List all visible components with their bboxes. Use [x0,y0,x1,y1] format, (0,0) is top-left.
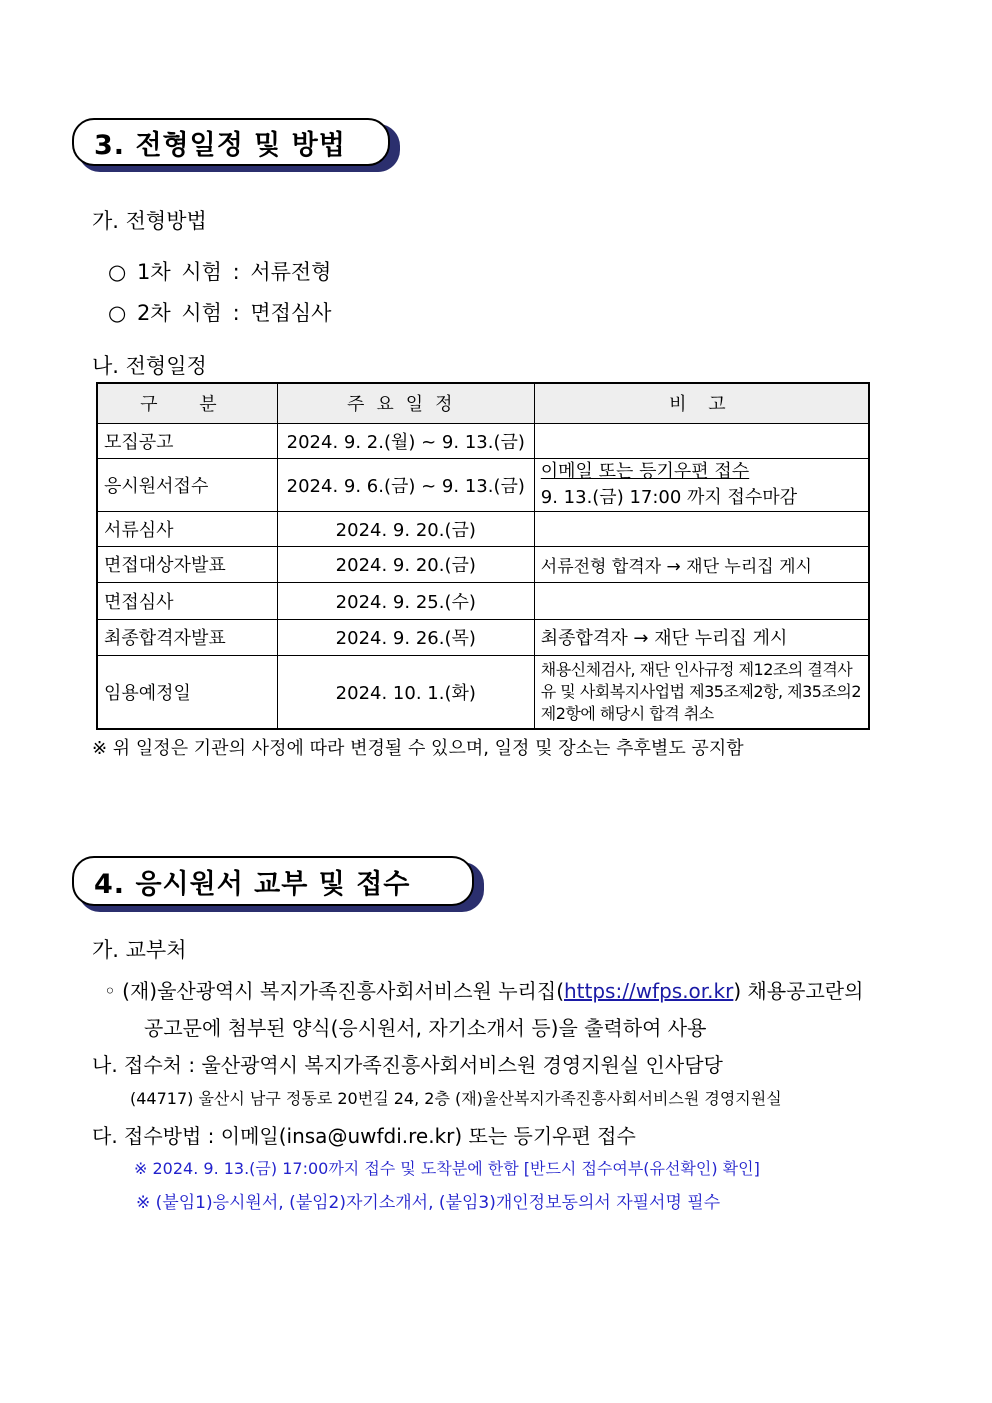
table-row [97,423,869,458]
schedule-label: 나. 전형일정 [92,354,207,378]
section3-heading: 3. 전형일정 및 방법 [72,118,390,166]
issue-line1-pre: ◦ (재)울산광역시 복지가족진흥사회서비스원 누리집( [104,979,564,1003]
table-row [97,511,869,546]
row-item: 최종합격자발표 [97,619,277,655]
row-note: 서류전형 합격자 → 재단 누리집 게시 [534,546,869,582]
row-date: 2024. 9. 20.(금) [277,511,534,546]
method-item: ○ 2차 시험 : 면접심사 [108,301,332,325]
table-row [97,546,869,582]
header-note: 비 고 [534,383,869,423]
receive-label: 나. 접수처 : 울산광역시 복지가족진흥사회서비스원 경영지원실 인사담당 [92,1053,723,1077]
row-date: 2024. 9. 25.(수) [277,582,534,619]
row-item: 임용예정일 [97,655,277,729]
issue-line2: 공고문에 첨부된 양식(응시원서, 자기소개서 등)을 출력하여 사용 [144,1016,707,1040]
row-note: 채용신체검사, 재단 인사규정 제12조의 결격사유 및 사회복지사업법 제35조제2항, 제35조의2 제2항에 해당시 합격 취소 [534,655,869,729]
row-item: 서류심사 [97,511,277,546]
row-note [534,511,869,546]
row-note-line2: 9. 13.(금) 17:00 까지 접수마감 [540,486,798,508]
section4-heading: 4. 응시원서 교부 및 접수 [72,856,474,906]
row-note [534,458,869,511]
table-row [97,619,869,655]
row-date: 2024. 9. 2.(월) ~ 9. 13.(금) [277,423,534,458]
row-date: 2024. 9. 20.(금) [277,546,534,582]
issue-label: 가. 교부처 [92,938,187,962]
receive-method: 다. 접수방법 : 이메일(insa@uwfdi.re.kr) 또는 등기우편 접수 [92,1124,636,1148]
schedule-footnote: ※ 위 일정은 기관의 사정에 따라 변경될 수 있으며, 일정 및 장소는 추후별도 공지함 [92,738,744,759]
row-date: 2024. 9. 6.(금) ~ 9. 13.(금) [277,458,534,511]
method-item: ○ 1차 시험 : 서류전형 [108,260,332,284]
homepage-link[interactable]: https://wfps.or.kr [564,979,734,1003]
table-header-row [97,383,869,423]
row-note-line1: 이메일 또는 등기우편 접수 [540,460,750,482]
issue-line1-post: ) 채용공고란의 [733,979,864,1003]
header-date: 주요일정 [277,383,534,423]
receive-note1: ※ 2024. 9. 13.(금) 17:00까지 접수 및 도착분에 한함 [반드시 접수여부(유선확인) 확인] [134,1159,760,1178]
row-note [534,582,869,619]
header-division: 구 분 [97,383,277,423]
row-item: 응시원서접수 [97,458,277,511]
row-date: 2024. 10. 1.(화) [277,655,534,729]
row-note [534,423,869,458]
issue-line1 [104,975,863,1004]
schedule-table [96,382,870,730]
row-date: 2024. 9. 26.(목) [277,619,534,655]
method-label: 가. 전형방법 [92,209,207,233]
table-row [97,582,869,619]
row-item: 면접대상자발표 [97,546,277,582]
row-item: 면접심사 [97,582,277,619]
row-note: 최종합격자 → 재단 누리집 게시 [534,619,869,655]
address-line: (44717) 울산시 남구 정동로 20번길 24, 2층 (재)울산복지가족진흥사회서비스원 경영지원실 [130,1089,782,1108]
table-row [97,655,869,729]
receive-note2: ※ (붙임1)응시원서, (붙임2)자기소개서, (붙임3)개인정보동의서 자필서명 필수 [136,1193,721,1213]
row-item: 모집공고 [97,423,277,458]
table-row [97,458,869,511]
